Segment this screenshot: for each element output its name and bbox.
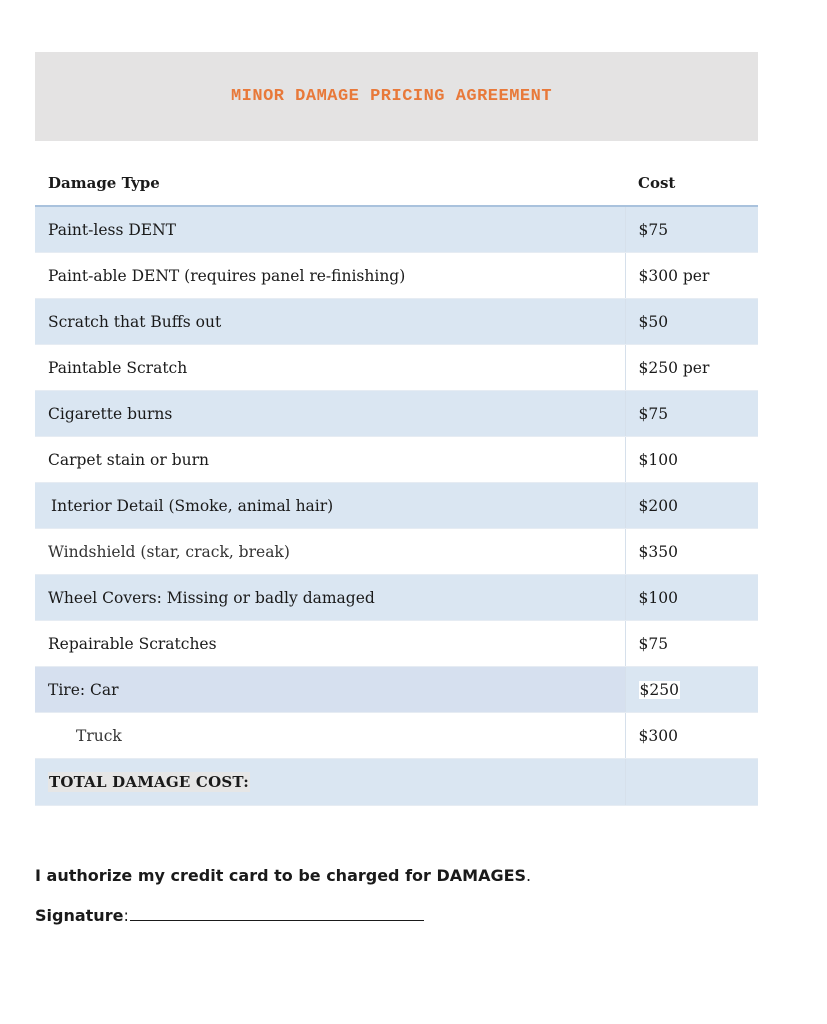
damage-type-cell: Tire: Car — [35, 667, 625, 713]
table-row — [35, 529, 758, 575]
table-row — [35, 621, 758, 667]
cost-cell: $50 — [625, 299, 758, 345]
cost-cell: $300 — [625, 713, 758, 759]
damage-type-cell: Paintable Scratch — [35, 345, 625, 391]
cost-cell: $75 — [625, 391, 758, 437]
signature-colon: : — [123, 906, 129, 925]
signature-label: Signature — [35, 906, 124, 925]
table-row — [35, 483, 758, 529]
damage-type-cell: Paint-less DENT — [35, 206, 625, 253]
damage-type-text: Truck — [76, 726, 122, 745]
cost-text: $250 — [639, 680, 679, 699]
cost-cell: $75 — [625, 206, 758, 253]
column-header-damage-type: Damage Type — [35, 160, 625, 206]
total-row — [35, 759, 758, 806]
table-row — [35, 206, 758, 253]
cost-cell — [625, 667, 758, 713]
table-row — [35, 575, 758, 621]
signature-block — [35, 906, 424, 925]
authorization-statement — [35, 866, 531, 885]
cost-cell: $350 — [625, 529, 758, 575]
damage-type-text: Interior Detail (Smoke, animal hair) — [51, 496, 334, 515]
damage-type-cell: Cigarette burns — [35, 391, 625, 437]
table-row — [35, 253, 758, 299]
authorization-text: I authorize my credit card to be charged for DAMAGES — [35, 866, 527, 885]
cost-cell: $200 — [625, 483, 758, 529]
authorization-period: . — [526, 866, 532, 885]
total-value-cell[interactable] — [625, 759, 758, 806]
table-row — [35, 345, 758, 391]
cost-cell: $100 — [625, 575, 758, 621]
cost-cell: $100 — [625, 437, 758, 483]
damage-type-cell: Repairable Scratches — [35, 621, 625, 667]
damage-type-cell: Carpet stain or burn — [35, 437, 625, 483]
page-title: MINOR DAMAGE PRICING AGREEMENT — [230, 87, 553, 106]
table-row — [35, 713, 758, 759]
damage-type-cell: Wheel Covers: Missing or badly damaged — [35, 575, 625, 621]
cost-cell: $250 per — [625, 345, 758, 391]
table-header-row — [35, 160, 758, 206]
damage-type-cell: Scratch that Buffs out — [35, 299, 625, 345]
damage-type-cell: Windshield (star, crack, break) — [35, 529, 625, 575]
table-row — [35, 437, 758, 483]
total-damage-cost-label: TOTAL DAMAGE COST: — [49, 773, 249, 791]
table-row — [35, 299, 758, 345]
table-row — [35, 667, 758, 713]
title-banner — [35, 52, 758, 141]
cost-cell: $300 per — [625, 253, 758, 299]
signature-line[interactable] — [130, 906, 424, 921]
table-row — [35, 391, 758, 437]
damage-type-cell — [35, 713, 625, 759]
damage-type-cell: Paint-able DENT (requires panel re-finishing) — [35, 253, 625, 299]
cost-cell: $75 — [625, 621, 758, 667]
total-label-cell — [35, 759, 625, 806]
damage-pricing-table — [35, 160, 758, 806]
column-header-cost: Cost — [625, 160, 758, 206]
damage-type-cell — [35, 483, 625, 529]
